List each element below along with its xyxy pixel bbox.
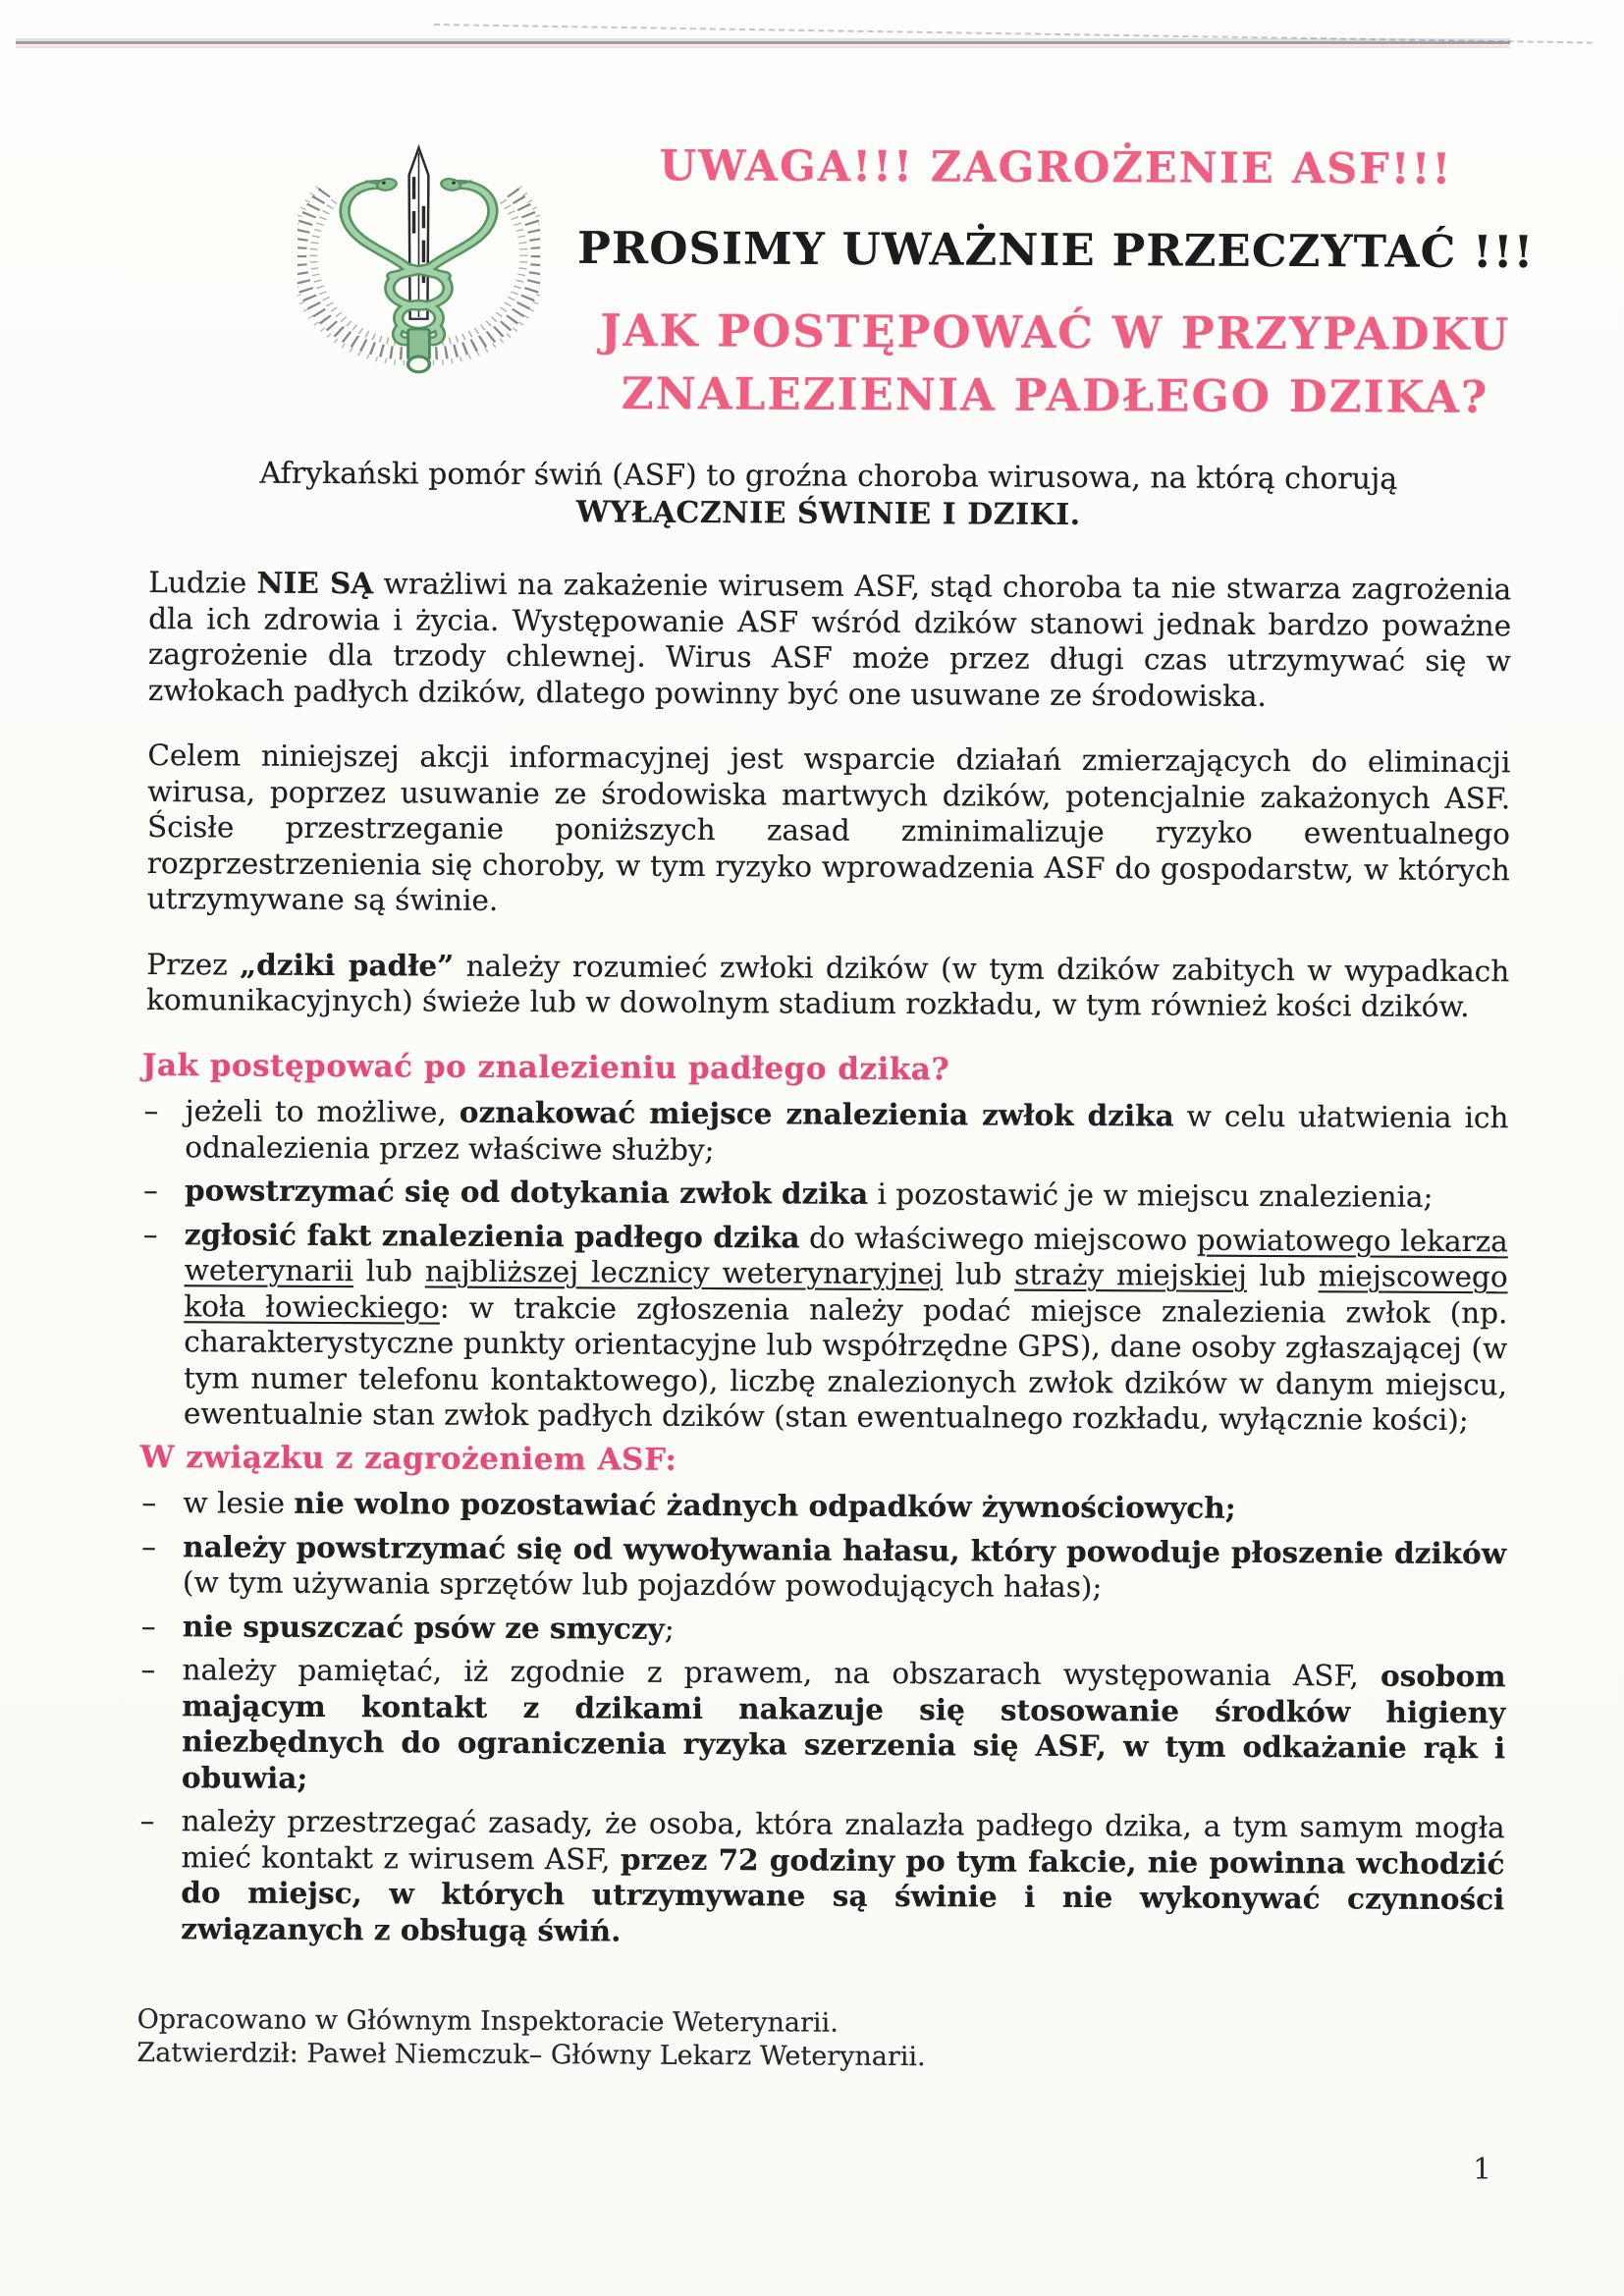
paragraph-definition <box>142 946 1509 1024</box>
text-segment: Celem niniejszej akcji informacyjnej jest wsparcie działań zmierzających do eliminacji wirusa, poprzez usuwanie ze środowiska martwych dzików, potencjalnie zakażonych ASF. Ścisłe przestrzeganie poniższych zasad zminimalizuje ryzyko ewentualnego rozprzestrzenienia się choroby, w tym ryzyko wprowadzenia ASF do gospodarstw, w których utrzymywane są świnie. <box>146 738 1511 917</box>
text-segment: „dziki padłe” <box>240 947 455 983</box>
how-to-proceed-line-2: ZNALEZIENIA PADŁEGO DZIKA? <box>621 367 1489 423</box>
dash-marker: – <box>140 1652 156 1687</box>
dash-marker: – <box>140 1609 156 1643</box>
list-item-text <box>183 1529 1506 1608</box>
text-segment: powstrzymać się od dotykania zwłok dzika <box>184 1173 869 1211</box>
list-item-text <box>185 1173 1508 1216</box>
list-item <box>141 1093 1508 1172</box>
dash-marker: – <box>139 1803 155 1838</box>
text-segment: oznakować miejsce znalezienia zwłok dzika <box>459 1094 1174 1133</box>
text-segment: należy powstrzymać się od wywoływania hałasu, który powoduje płoszenie dzików <box>183 1528 1507 1570</box>
found-boar-list <box>140 1093 1509 1439</box>
footer-prepared-by: Opracowano w Głównym Inspektoracie Weterynarii. <box>136 2003 839 2039</box>
text-segment: do właściwego miejscowo <box>799 1221 1197 1257</box>
text-segment: jeżeli to możliwe, <box>185 1094 460 1129</box>
text-segment: osobom mającym kontakt z dzikami nakazuje się stosowanie środków higieny niezbędnych do ograniczenia ryzyka szerzenia się ASF, w tym odkażanie rąk i obuwia; <box>181 1658 1506 1795</box>
text-segment: Przez <box>146 947 241 982</box>
text-segment: lub <box>1246 1258 1319 1293</box>
text-segment: należy pamiętać, iż zgodnie z prawem, na obszarach występowania ASF, <box>182 1653 1381 1693</box>
footer-approved-by: Zatwierdził: Paweł Niemczuk– Główny Lekarz Weterynarii. <box>136 2037 926 2073</box>
text-segment: lub <box>352 1254 426 1288</box>
scan-artifact-horizontal-line <box>16 41 1510 44</box>
text-segment: najbliższej lecznicy weterynaryjnej <box>424 1254 944 1291</box>
list-item-text <box>183 1609 1506 1652</box>
list-item-text <box>183 1485 1506 1528</box>
intro-line-2: WYŁĄCZNIE ŚWINIE I DZIKI. <box>575 495 1081 532</box>
text-segment: NIE SĄ <box>256 565 374 601</box>
list-item <box>139 1485 1506 1528</box>
section-heading-asf-threat: W związku z zagrożeniem ASF: <box>139 1439 677 1478</box>
text-segment: w celu ułatwienia ich odnalezienia przez właściwe służby; <box>185 1099 1509 1167</box>
dash-marker: – <box>141 1485 157 1520</box>
text-segment: wrażliwi na zakażenie wirusem ASF, stąd choroba ta nie stwarza zagrożenia dla ich zdrowia i życia. Występowanie ASF wśród dzików stanowi jednak bardzo poważne zagrożenie dla trzody chlewnej. Wirus ASF może przez długi czas utrzymywać się w zwłokach padłych dzików, dlatego powinny być one usuwane ze środowiska. <box>147 567 1512 713</box>
list-item <box>139 1528 1506 1607</box>
text-segment: ; <box>664 1612 675 1646</box>
page-number: 1 <box>1473 2153 1492 2187</box>
text-segment: nie spuszczać psów ze smyczy <box>182 1608 665 1646</box>
how-to-proceed-heading <box>564 300 1546 429</box>
list-item <box>138 1652 1506 1802</box>
text-segment: nie wolno pozostawiać żadnych odpadków żywnościowych; <box>294 1485 1236 1525</box>
read-carefully-heading: PROSIMY UWAŻNIE PRZECZYTAĆ !!! <box>576 221 1535 279</box>
sword-handle-icon <box>408 329 430 372</box>
document-footer <box>136 2003 1503 2077</box>
text-segment: powiatowego lekarza weterynarii <box>184 1223 1508 1288</box>
list-item-text <box>181 1803 1505 1953</box>
veterinary-inspectorate-logo <box>298 137 540 377</box>
dash-marker: – <box>143 1094 159 1128</box>
list-item-text <box>184 1217 1508 1439</box>
section-heading-found-boar: Jak postępować po znalezieniu padłego dzika? <box>141 1047 950 1087</box>
list-item <box>137 1803 1505 1953</box>
dash-marker: – <box>142 1217 158 1251</box>
intro-line-1: Afrykański pomór świń (ASF) to groźna choroba wirusowa, na którą chorują <box>259 456 1398 497</box>
text-segment: w lesie <box>183 1486 295 1520</box>
list-item <box>140 1216 1508 1438</box>
dash-marker: – <box>142 1174 158 1208</box>
text-segment: zgłosić fakt znalezienia padłego dzika <box>184 1216 800 1255</box>
paragraph-human-risk <box>144 565 1512 715</box>
text-segment: należy rozumieć zwłoki dzików (w tym dzików zabitych w wypadkach komunikacyjnych) świeże lub w dowolnym stadium rozkładu, w tym również kości dzików. <box>146 949 1510 1024</box>
text-segment: i pozostawić je w miejscu znalezienia; <box>868 1176 1434 1214</box>
list-item <box>139 1608 1506 1651</box>
text-segment: lub <box>943 1257 1015 1291</box>
header-block <box>564 141 1546 429</box>
text-segment: przez 72 godziny po tym fakcie, nie powinna wchodzić do miejsc, w których utrzymywane są świnie i nie wykonywać czynności związanych z obsługą świń. <box>181 1841 1505 1948</box>
text-segment: : w trakcie zgłoszenia należy podać miejsce znalezienia zwłok (np. charakterystyczne punkty orientacyjne lub współrzędne GPS), dane osoby zgłaszającej (w tym numer telefonu kontaktowego), liczbę znalezionych zwłok dzików w danym miejscu, ewentualnie stan zwłok padłych dzików (stan ewentualnego rozkładu, wyłącznie kości); <box>183 1290 1508 1438</box>
paragraph-campaign-goal <box>143 738 1511 924</box>
how-to-proceed-line-1: JAK POSTĘPOWAĆ W PRZYPADKU <box>600 303 1511 361</box>
list-item <box>141 1173 1508 1216</box>
sword-icon <box>409 147 429 318</box>
text-segment: Ludzie <box>148 566 257 600</box>
list-item-text <box>182 1652 1506 1802</box>
list-item-text <box>185 1093 1508 1172</box>
text-segment: miejscowego koła łowieckiego <box>184 1259 1508 1325</box>
text-segment: należy przestrzegać zasady, że osoba, która znalazła padłego dzika, a tym samym mogła mieć kontakt z wirusem ASF, <box>181 1804 1505 1877</box>
text-segment: (w tym używania sprzętów lub pojazdów powodujących hałas); <box>182 1565 1103 1605</box>
asf-threat-list <box>137 1485 1506 1953</box>
intro-paragraph <box>145 455 1512 536</box>
document-body <box>136 455 1512 2077</box>
warning-heading: UWAGA!!! ZAGROŻENIE ASF!!! <box>659 141 1453 194</box>
text-segment: straży miejskiej <box>1014 1257 1248 1292</box>
dash-marker: – <box>141 1529 157 1563</box>
